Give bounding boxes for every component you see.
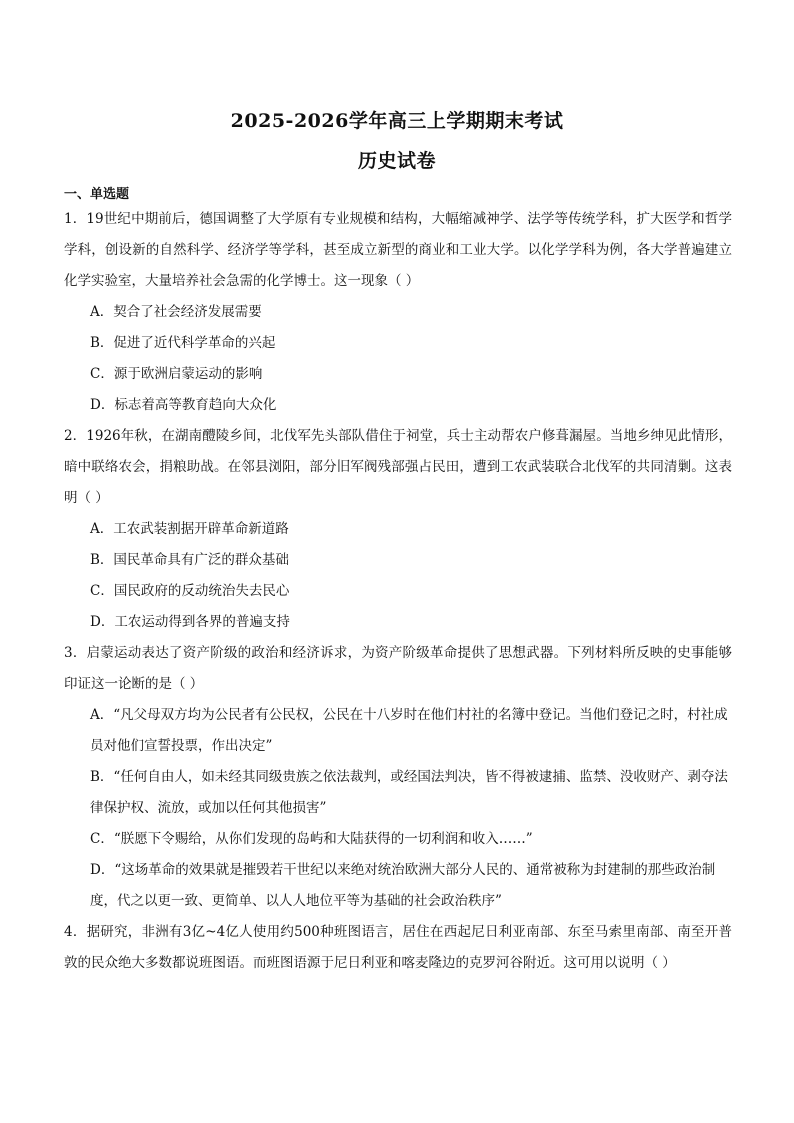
- option-b[interactable]: B．“任何自由人，如未经其同级贵族之依法裁判，或经国法判决，皆不得被逮捕、监禁、没收财产、剥夺法律保护权、流放，或加以任何其他损害”: [90, 769, 728, 816]
- section-heading: 一、单选题: [64, 187, 130, 202]
- option-b[interactable]: B．促进了近代科学革命的兴起: [90, 335, 276, 351]
- question-stem: 4．据研究，非洲有3亿~4亿人使用约500种班图语言，居住在西起尼日利亚南部、东至马索里南部、南至开普敦的民众绝大多数都说班图语。而班图语源于尼日利亚和喀麦隆边的克罗河谷附近。这可用以说明（ ）: [64, 924, 732, 971]
- question-3: [64, 638, 732, 917]
- questions-list: [64, 204, 732, 979]
- question-stem: 1．19世纪中期前后，德国调整了大学原有专业规模和结构，大幅缩减神学、法学等传统学科，扩大医学和哲学学科，创设新的自然科学、经济学等学科，甚至成立新型的商业和工业大学。以化学学科为例，各大学普遍建立化学实验室，大量培养社会急需的化学博士。这一现象（ ）: [64, 211, 732, 289]
- option-c[interactable]: C．“朕愿下令赐给，从你们发现的岛屿和大陆获得的一切利润和收入……”: [90, 831, 533, 847]
- option-a[interactable]: A．契合了社会经济发展需要: [90, 304, 262, 320]
- question-4: [64, 917, 732, 979]
- exam-title: 2025-2026学年高三上学期期末考试: [230, 110, 564, 132]
- option-b[interactable]: B．国民革命具有广泛的群众基础: [90, 552, 289, 568]
- question-stem: 3．启蒙运动表达了资产阶级的政治和经济诉求，为资产阶级革命提供了思想武器。下列材料所反映的史事能够印证这一论断的是（ ）: [64, 645, 732, 692]
- option-d[interactable]: D．“这场革命的效果就是摧毁若干世纪以来绝对统治欧洲大部分人民的、通常被称为封建制的那些政治制度，代之以更一致、更简单、以人人地位平等为基础的社会政治秩序”: [90, 862, 716, 909]
- option-c[interactable]: C．源于欧洲启蒙运动的影响: [90, 366, 263, 382]
- question-stem: 2．1926年秋，在湖南醴陵乡间，北伐军先头部队借住于祠堂，兵士主动帮农户修葺漏屋。当地乡绅见此情形，暗中联络农会，捐粮助战。在邻县浏阳，部分旧军阀残部强占民田，遭到工农武装联合北伐军的共同清剿。这表明（ ）: [64, 428, 732, 506]
- option-d[interactable]: D．标志着高等教育趋向大众化: [90, 397, 277, 413]
- question-1: [64, 204, 732, 421]
- option-a[interactable]: A．工农武装割据开辟革命新道路: [90, 521, 289, 537]
- question-2: [64, 421, 732, 638]
- option-c[interactable]: C．国民政府的反动统治失去民心: [90, 583, 290, 599]
- option-d[interactable]: D．工农运动得到各界的普遍支持: [90, 614, 290, 630]
- option-a[interactable]: A．“凡父母双方均为公民者有公民权，公民在十八岁时在他们村社的名簿中登记。当他们登记之时，村社成员对他们宣誓投票，作出决定”: [90, 707, 728, 754]
- exam-subtitle: 历史试卷: [357, 150, 436, 172]
